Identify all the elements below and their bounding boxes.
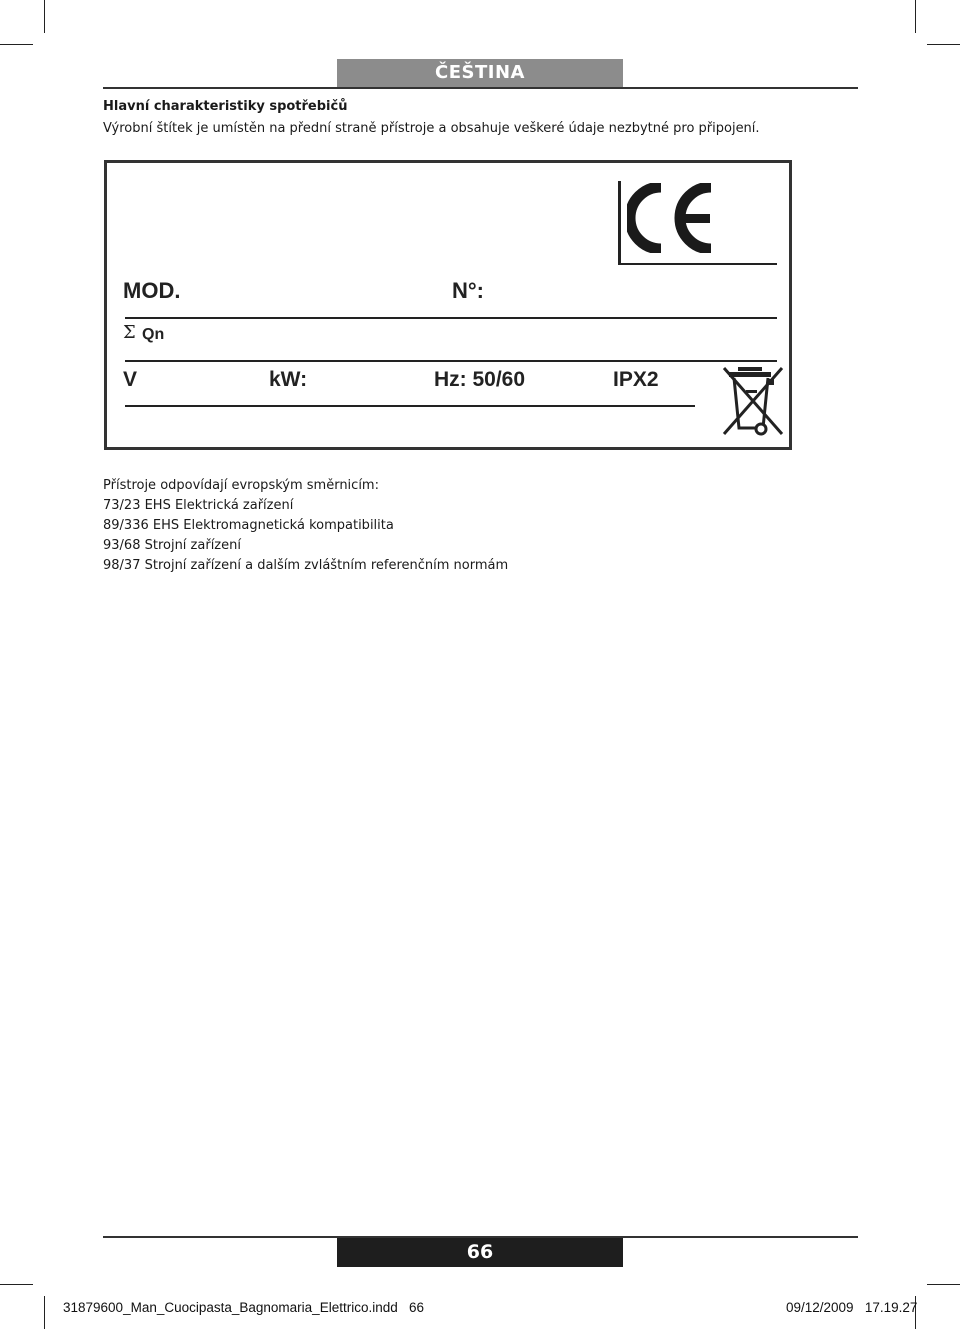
crop-mark	[0, 1284, 33, 1285]
rating-plate	[104, 160, 792, 450]
qn-label: Qn	[142, 326, 165, 343]
serial-label: N°:	[452, 278, 485, 303]
directives-intro: Přístroje odpovídají evropským směrnicím:	[103, 478, 379, 493]
ce-mark-icon	[627, 183, 717, 253]
power-label: kW:	[269, 368, 308, 391]
crop-mark	[44, 1296, 45, 1329]
sigma-symbol: Σ	[123, 322, 136, 343]
voltage-label: V	[123, 368, 138, 391]
directives-list	[103, 476, 508, 576]
crop-mark	[927, 1284, 960, 1285]
crop-mark	[927, 44, 960, 45]
crop-mark	[0, 44, 33, 45]
plate-line-top	[619, 263, 777, 265]
header-rule	[103, 87, 858, 89]
directive-item: 93/68 Strojní zařízení	[103, 538, 241, 553]
directive-item: 98/37 Strojní zařízení a dalším zvláštním referenčním normám	[103, 558, 509, 573]
section-title: Hlavní charakteristiky spotřebičů	[103, 99, 348, 114]
crossed-bin-icon	[721, 365, 785, 437]
directive-item: 73/23 EHS Elektrická zařízení	[103, 498, 294, 513]
slug-file-name: 31879600_Man_Cuocipasta_Bagnomaria_Elettrico.indd 66	[63, 1300, 424, 1315]
directive-item: 89/336 EHS Elektromagnetická kompatibilita	[103, 518, 394, 533]
slug-timestamp: 09/12/2009 17.19.27	[786, 1300, 918, 1315]
ip-rating-label: IPX2	[613, 368, 659, 391]
ce-box-divider	[618, 181, 621, 265]
crop-mark	[44, 0, 45, 33]
plate-line-qn	[125, 360, 777, 362]
plate-line-mod	[125, 317, 777, 319]
frequency-label: Hz: 50/60	[434, 368, 526, 391]
plate-line-bottom	[125, 405, 695, 407]
page-number: 66	[337, 1238, 623, 1267]
language-tab: ČEŠTINA	[337, 59, 623, 87]
section-text: Výrobní štítek je umístěn na přední straně přístroje a obsahuje veškeré údaje nezbytné pro připojení.	[103, 121, 760, 136]
mod-label: MOD.	[123, 278, 181, 303]
crop-mark	[915, 0, 916, 33]
